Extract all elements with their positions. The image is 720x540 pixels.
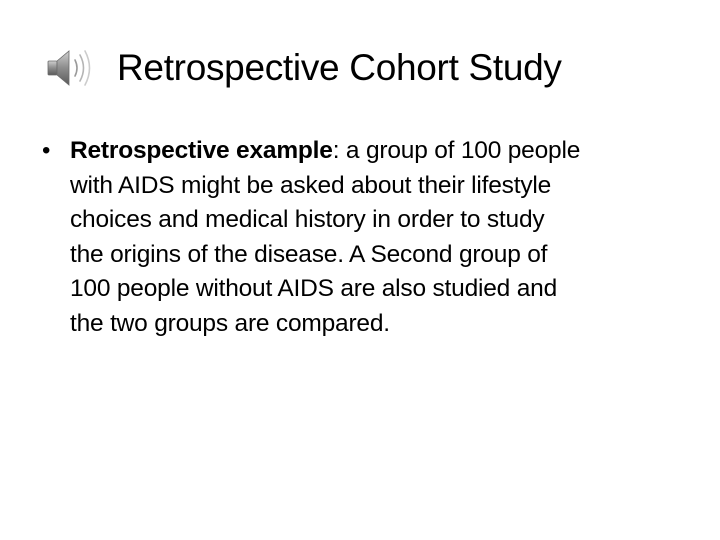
speaker-icon[interactable] — [44, 46, 96, 90]
bullet-text — [70, 134, 690, 341]
bullet-marker: • — [42, 137, 51, 164]
slide-body — [42, 134, 690, 341]
bullet-item — [42, 134, 690, 341]
bullet-lead-bold: Retrospective example — [70, 137, 333, 164]
slide-title: Retrospective Cohort Study — [117, 47, 562, 88]
bullet-body-text: : a group of 100 people with AIDS might be asked about their lifestyle choices and medical history in order to study the origins of the disease. A Second group of 100 people without AIDS are also studied and the two groups are compared. — [70, 137, 581, 337]
